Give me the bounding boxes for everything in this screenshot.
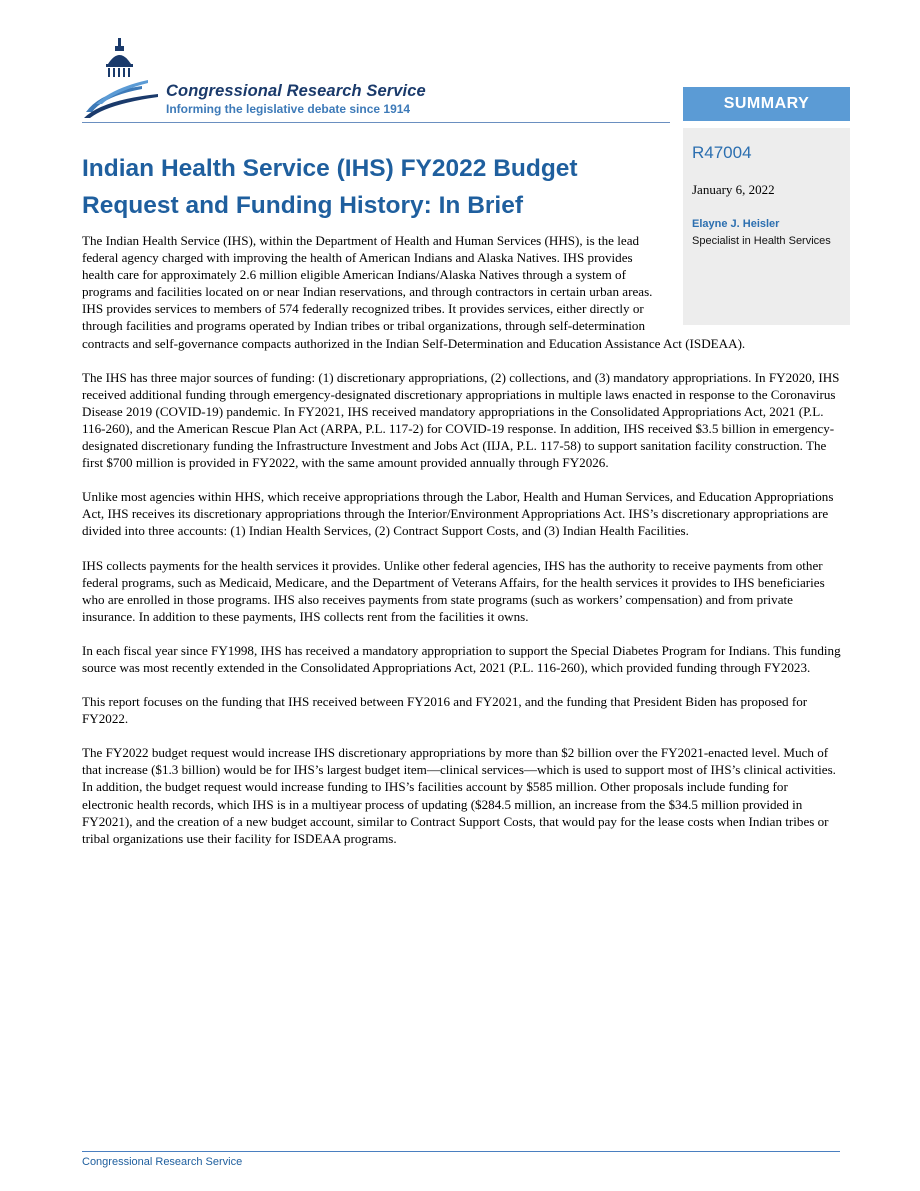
page-title: Indian Health Service (IHS) FY2022 Budget Request and Funding History: In Brief bbox=[82, 155, 578, 219]
paragraph-3: Unlike most agencies within HHS, which receive appropriations through the Labor, Health and Human Services, and Education Appropriations Act, IHS receives its discretionary appropriations through the Interior/Environment Appropriations Act. IHS’s discretionary appropriations are divided into three accounts: (1) Indian Health Services, (2) Contract Support Costs, and (3) Indian Health Facilities. bbox=[82, 489, 834, 539]
crs-logo bbox=[82, 34, 672, 126]
paragraph-2: The IHS has three major sources of funding: (1) discretionary appropriations, (2) collections, and (3) mandatory appropriations. In FY2020, IHS received additional funding through emergency-designated discretionary appropriations in multiple laws enacted in response to the Coronavirus Disease 2019 (COVID-19) pandemic. In FY2021, IHS received mandatory appropriations in the Consolidated Appropriations Act, 2021 (P.L. 116-260), and the American Rescue Plan Act (ARPA, P.L. 117-2) for COVID-19 response. In addition, IHS received $3.5 billion in emergency-designated discretionary funding the Infrastructure Investment and Jobs Act (IIJA, P.L. 117-58) to support sanitation facility construction. The first $700 million is provided in FY2022, with the same amount provided annually through FY2026. bbox=[82, 369, 840, 471]
footer-label: Congressional Research Service bbox=[82, 1156, 243, 1168]
paragraph-7: The FY2022 budget request would increase IHS discretionary appropriations by more than $2 billion over the FY2021-enacted level. Much of that increase ($1.3 billion) would be for IHS’s largest budget item—clinical services—which is used to support most of IHS’s clinical activities. In addition, the budget request would increase funding to IHS’s facilities account by $585 million. Other proposals include funding for electronic health records, which IHS is in a multiyear process of updating ($284.5 million, an increase from the $34.5 million provided in FY2021), and the creation of a new budget account, similar to Contract Support Costs, that would pay for the lease costs when Indian tribes or tribal organizations use their facility for ISDEAA programs. bbox=[82, 745, 836, 846]
summary-body bbox=[82, 232, 842, 864]
org-name: Congressional Research Service bbox=[166, 82, 426, 100]
author-name[interactable]: Elayne J. Heisler bbox=[692, 218, 780, 230]
paragraph-4: IHS collects payments for the health services it provides. Unlike other federal agencies, IHS has the authority to receive payments from other federal programs, such as Medicaid, Medicare, and the Department of Veterans Affairs, for the health services it provides to IHS beneficiaries who are enrolled in those programs. IHS also receives payments from state programs (such as workers’ compensation) and from private insurance. In addition to these payments, IHS collects rent from the facilities it owns. bbox=[82, 557, 825, 624]
paragraph-6: This report focuses on the funding that IHS received between FY2016 and FY2021, and the funding that President Biden has proposed for FY2022. bbox=[82, 694, 808, 727]
report-date: January 6, 2022 bbox=[692, 182, 775, 197]
summary-heading: SUMMARY bbox=[683, 87, 850, 121]
org-tagline: Informing the legislative debate since 1914 bbox=[166, 102, 411, 116]
paragraph-1: The Indian Health Service (IHS), within the Department of Health and Human Services (HHS), is the lead federal agency charged with improving the health of American Indians and Alaska Natives. IHS provides health care for approximately 2.6 million eligible American Indians/Alaska Natives through a system of programs and facilities located on or near Indian reservations, and through contractors in certain urban areas. IHS provides services to members of 574 federally recognized tribes. It provides services, either directly or through facilities and programs operated by Indian tribes or tribal organizations, through self-determination contracts and self-governance compacts authorized in the Indian Self-Determination and Education Assistance Act (ISDEAA). bbox=[82, 233, 746, 351]
header-divider bbox=[82, 122, 670, 123]
capitol-dome-icon bbox=[82, 34, 160, 120]
author-title: Specialist in Health Services bbox=[692, 235, 831, 247]
sidebar-wrap-spacer bbox=[666, 232, 842, 326]
report-number: R47004 bbox=[692, 143, 752, 162]
paragraph-5: In each fiscal year since FY1998, IHS has received a mandatory appropriation to support the Special Diabetes Program for Indians. This funding source was most recently extended in the Consolidated Appropriations Act, 2021 (P.L. 116-260), which provided funding through FY2023. bbox=[82, 642, 841, 675]
footer-divider bbox=[82, 1151, 840, 1152]
